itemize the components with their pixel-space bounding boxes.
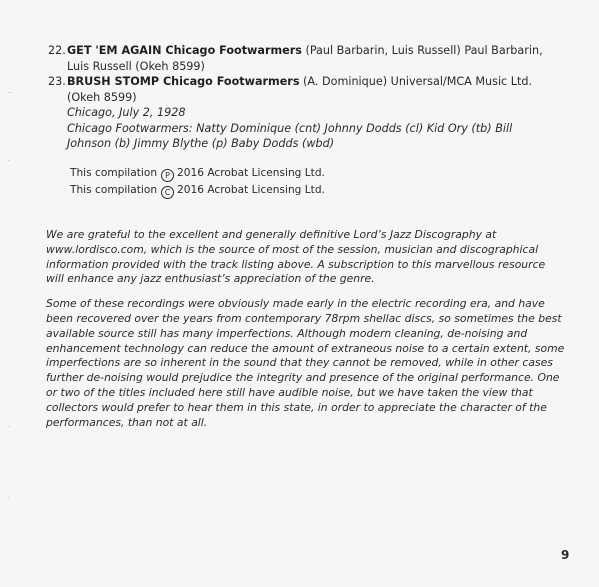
copyright-notice xyxy=(70,165,325,199)
page-number: 9 xyxy=(561,548,570,562)
track-title: BRUSH STOMP Chicago Footwarmers xyxy=(67,75,300,88)
track-credits: (Paul Barbarin, Luis Russell) Paul Barbarin, xyxy=(305,44,543,57)
scan-mark: · xyxy=(8,424,10,431)
scan-mark: · xyxy=(8,158,10,165)
track-entry xyxy=(48,43,578,74)
scan-mark: · xyxy=(8,495,10,502)
copyright-symbol-icon: C xyxy=(161,186,174,199)
session-personnel: Chicago Footwarmers: Natty Dominique (cnt) Johnny Dodds (cl) Kid Ory (tb) Bill xyxy=(67,121,513,135)
track-line xyxy=(67,43,578,59)
acknowledgement-paragraph: We are grateful to the excellent and generally definitive Lord’s Jazz Discography at www.lordisco.com, which is the source of most of the session, musician and discographical information provided with the track listing above. A subscription to this marvellous resource will enhance any jazz enthusiast’s appreciation of the genre. xyxy=(46,228,546,286)
session-personnel-continued: Johnson (b) Jimmy Blythe (p) Baby Dodds (wbd) xyxy=(67,137,335,150)
track-credits-continued: Luis Russell (Okeh 8599) xyxy=(67,59,205,73)
copyright-text: 2016 Acrobat Licensing Ltd. xyxy=(177,184,325,196)
sound-quality-paragraph: Some of these recordings were obviously made early in the electric recording era, and have been recovered over the years from contemporary 78rpm shellac discs, so sometimes the best available source still has many imperfections. Although modern cleaning, de-noising and enhancement technology can reduce the amount of extraneous noise to a certain extent, some imperfections are so inherent in the sound that they cannot be removed, while in other cases further de-noising would prejudice the integrity and presence of the original performance. One or two of the titles included here still have audible noise, but we have taken the view that collectors would prefer to hear them in this state, in order to appreciate the character of the performances, than not at all. xyxy=(46,297,565,429)
track-line xyxy=(67,74,578,90)
track-number: 23. xyxy=(48,75,66,88)
scan-mark: ·· xyxy=(8,90,12,97)
copyright-line xyxy=(70,182,325,199)
track-credits: (A. Dominique) Universal/MCA Music Ltd. xyxy=(303,75,533,88)
copyright-prefix: This compilation xyxy=(70,184,158,196)
track-number: 22. xyxy=(48,44,66,57)
copyright-prefix: This compilation xyxy=(70,167,158,179)
phonographic-copyright-line xyxy=(70,165,325,182)
liner-notes xyxy=(46,228,566,440)
track-entry xyxy=(48,74,578,152)
track-list xyxy=(48,43,578,152)
track-title: GET 'EM AGAIN Chicago Footwarmers xyxy=(67,44,302,57)
copyright-text: 2016 Acrobat Licensing Ltd. xyxy=(177,167,325,179)
track-credits-continued: (Okeh 8599) xyxy=(67,90,137,104)
phonogram-symbol-icon: P xyxy=(161,169,174,182)
session-place-date: Chicago, July 2, 1928 xyxy=(67,106,186,119)
